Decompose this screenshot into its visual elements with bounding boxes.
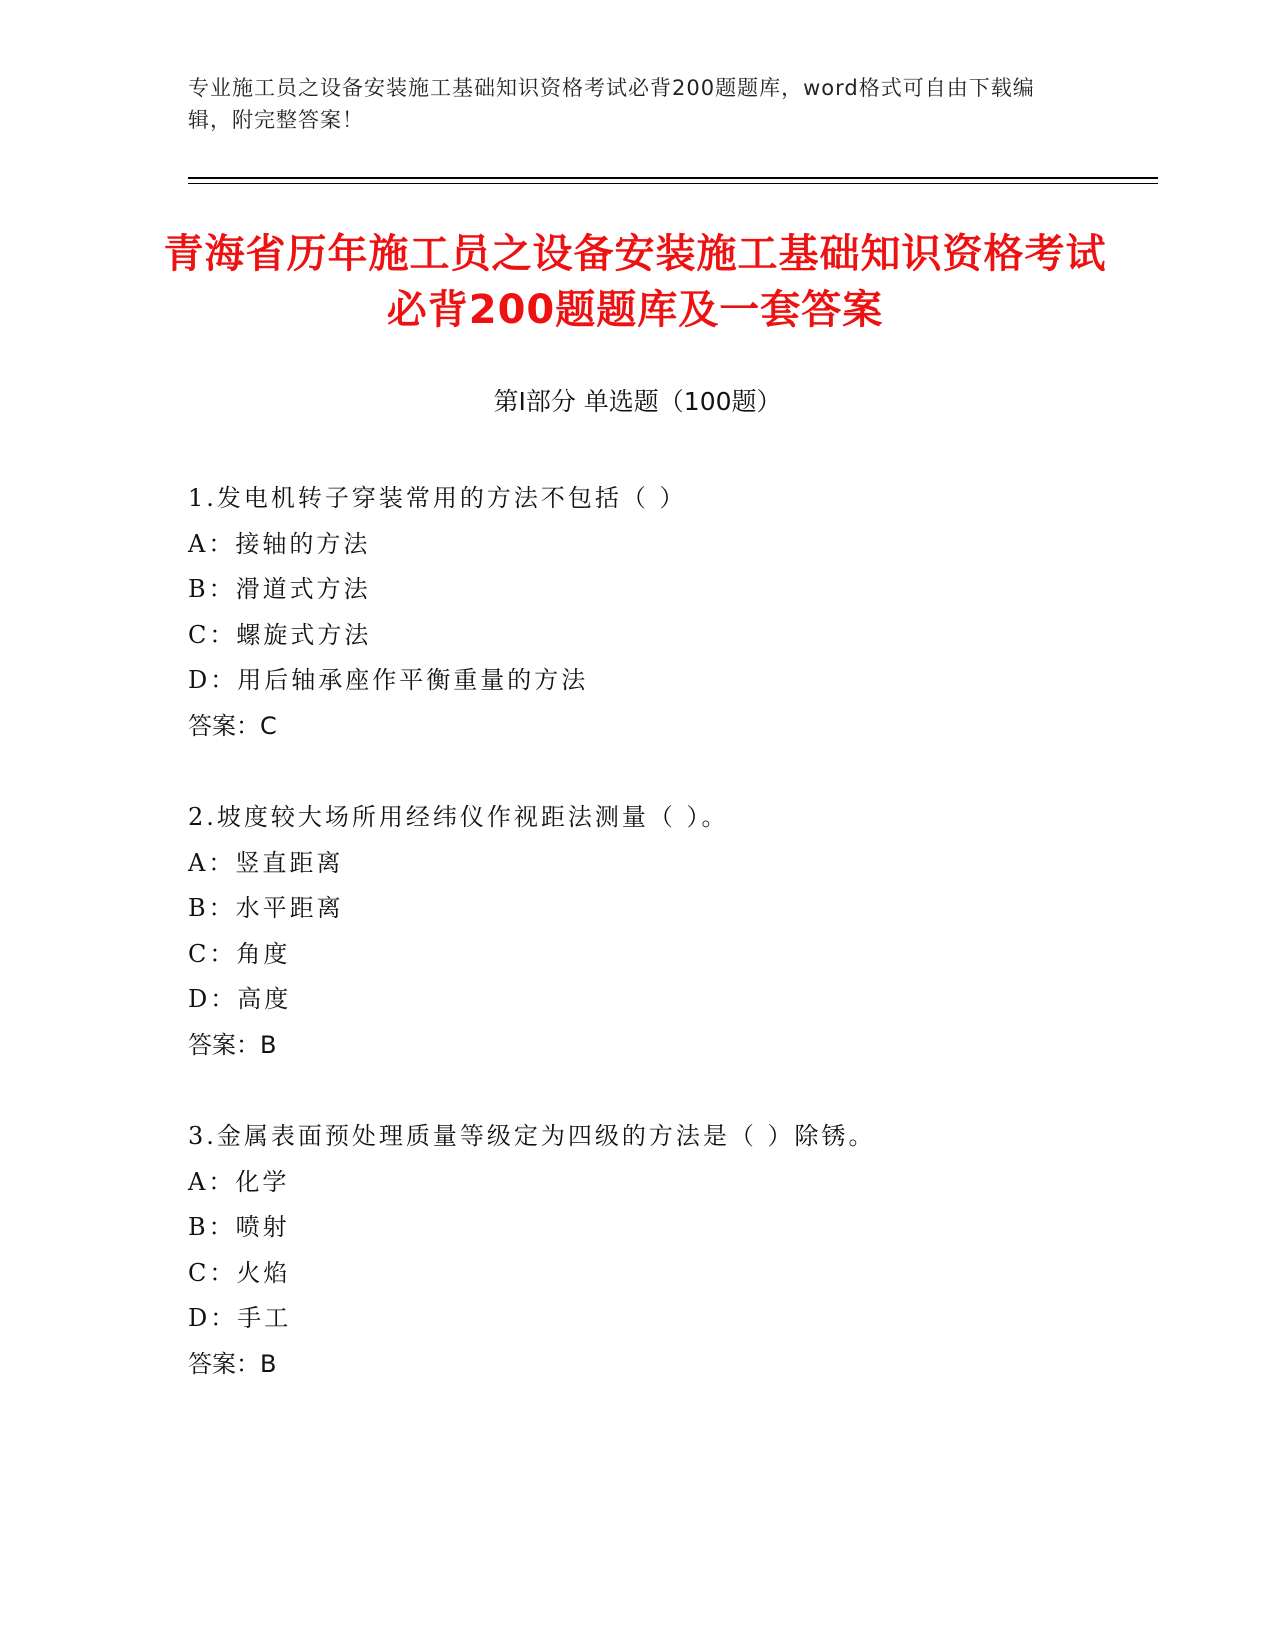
answer: 答案：B [188, 1349, 277, 1378]
answer: 答案：C [188, 711, 277, 740]
header-divider-thick [188, 177, 1158, 179]
question-1 [188, 476, 1138, 749]
answer: 答案：B [188, 1030, 277, 1059]
option-c: C：火焰 [188, 1258, 291, 1287]
option-b: B：滑道式方法 [188, 575, 371, 603]
option-d: D：用后轴承座作平衡重量的方法 [188, 666, 589, 694]
document-title: 青海省历年施工员之设备安装施工基础知识资格考试必背200题题库及一套答案 [163, 231, 1107, 333]
question-3 [188, 1114, 1138, 1387]
option-a: A：竖直距离 [188, 848, 344, 877]
question-stem: 2.坡度较大场所用经纬仪作视距法测量（ ）。 [188, 803, 729, 831]
option-b: B：喷射 [188, 1213, 290, 1241]
option-c: C：角度 [188, 939, 291, 968]
question-list [188, 476, 1138, 1433]
option-a: A：接轴的方法 [188, 529, 371, 558]
section-title: 第Ⅰ部分 单选题（100题） [493, 387, 782, 416]
header-divider-thin [188, 183, 1158, 184]
question-stem: 1.发电机转子穿装常用的方法不包括（ ） [188, 484, 687, 512]
option-d: D：高度 [188, 985, 292, 1013]
option-b: B：水平距离 [188, 894, 344, 922]
option-c: C：螺旋式方法 [188, 620, 372, 649]
option-a: A：化学 [188, 1167, 290, 1196]
header-note: 专业施工员之设备安装施工基础知识资格考试必背200题题库，word格式可自由下载编辑，附完整答案！ [188, 76, 1035, 132]
question-2 [188, 795, 1138, 1068]
question-stem: 3.金属表面预处理质量等级定为四级的方法是（ ）除锈。 [188, 1122, 876, 1150]
option-d: D：手工 [188, 1304, 292, 1332]
